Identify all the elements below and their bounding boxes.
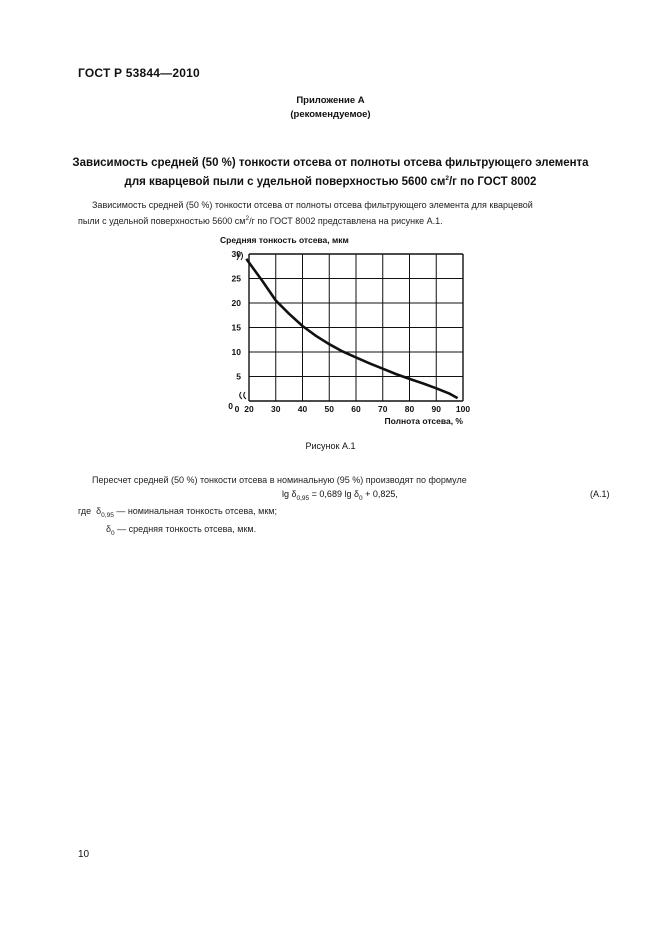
document-header: ГОСТ Р 53844—2010	[78, 66, 200, 80]
x-tick-labels	[235, 404, 471, 414]
x-tick-label: 0	[234, 404, 240, 414]
x-tick-label: 30	[271, 404, 281, 414]
figure-caption: Рисунок А.1	[305, 441, 356, 451]
chart-grid	[249, 254, 463, 401]
y-tick-label: 20	[231, 298, 241, 308]
chart	[200, 230, 490, 430]
definition-1: где $\delta_{0,95}$ — номинальная тонкость отсева, мкм;	[78, 506, 277, 519]
x-tick-label: 20	[244, 404, 254, 414]
formula-number: (А.1)	[590, 489, 610, 499]
x-axis-label: Полнота отсева, %	[384, 416, 463, 426]
x-tick-label: 50	[324, 404, 334, 414]
appendix-title: Приложение А	[296, 95, 365, 106]
x-tick-label: 70	[378, 404, 388, 414]
data-series-line	[246, 259, 457, 398]
appendix-subtitle: (рекомендуемое)	[290, 109, 371, 120]
y-tick-label: 0	[228, 401, 233, 411]
y-axis-label: Средняя тонкость отсева, мкм	[220, 235, 349, 245]
x-tick-label: 90	[431, 404, 441, 414]
intro-line1: Зависимость средней (50 %) тонкости отсева от полноты отсева фильтрующего элемента для кварцевой	[92, 200, 533, 210]
y-tick-label: 10	[231, 347, 241, 357]
y-tick-label: 25	[231, 273, 241, 284]
x-axis-break-mark	[240, 392, 246, 399]
x-tick-label: 60	[351, 404, 361, 414]
recalc-text: Пересчет средней (50 %) тонкости отсева в номинальную (95 %) производят по формуле	[92, 475, 467, 485]
x-tick-label: 100	[455, 404, 471, 414]
section-title-line2: для кварцевой пыли с удельной поверхностью 5600 $см^2/г$ по ГОСТ 8002	[124, 175, 537, 188]
intro-line2: пыли с удельной поверхностью 5600 $см^2/г$ по ГОСТ 8002 представлена на рисунке А.1.	[78, 215, 443, 226]
y-tick-label: 15	[231, 322, 241, 333]
intro-paragraph	[78, 198, 618, 228]
definition-2: $\delta_0$ — средняя тонкость отсева, мкм.	[106, 524, 257, 537]
page-number: 10	[78, 849, 90, 860]
section-title	[60, 155, 601, 190]
x-tick-label: 40	[297, 404, 308, 414]
y-tick-label: 5	[236, 371, 241, 382]
section-title-line1: Зависимость средней (50 %) тонкости отсева от полноты отсева фильтрующего элемента	[72, 157, 589, 169]
x-tick-label: 80	[404, 404, 415, 414]
y-tick-labels	[228, 249, 241, 411]
formula: $\lg \delta_{0,95} = 0,689$ $\lg \delta_0 + 0,825$,	[282, 489, 398, 502]
y-tick-label: 30	[231, 249, 241, 259]
